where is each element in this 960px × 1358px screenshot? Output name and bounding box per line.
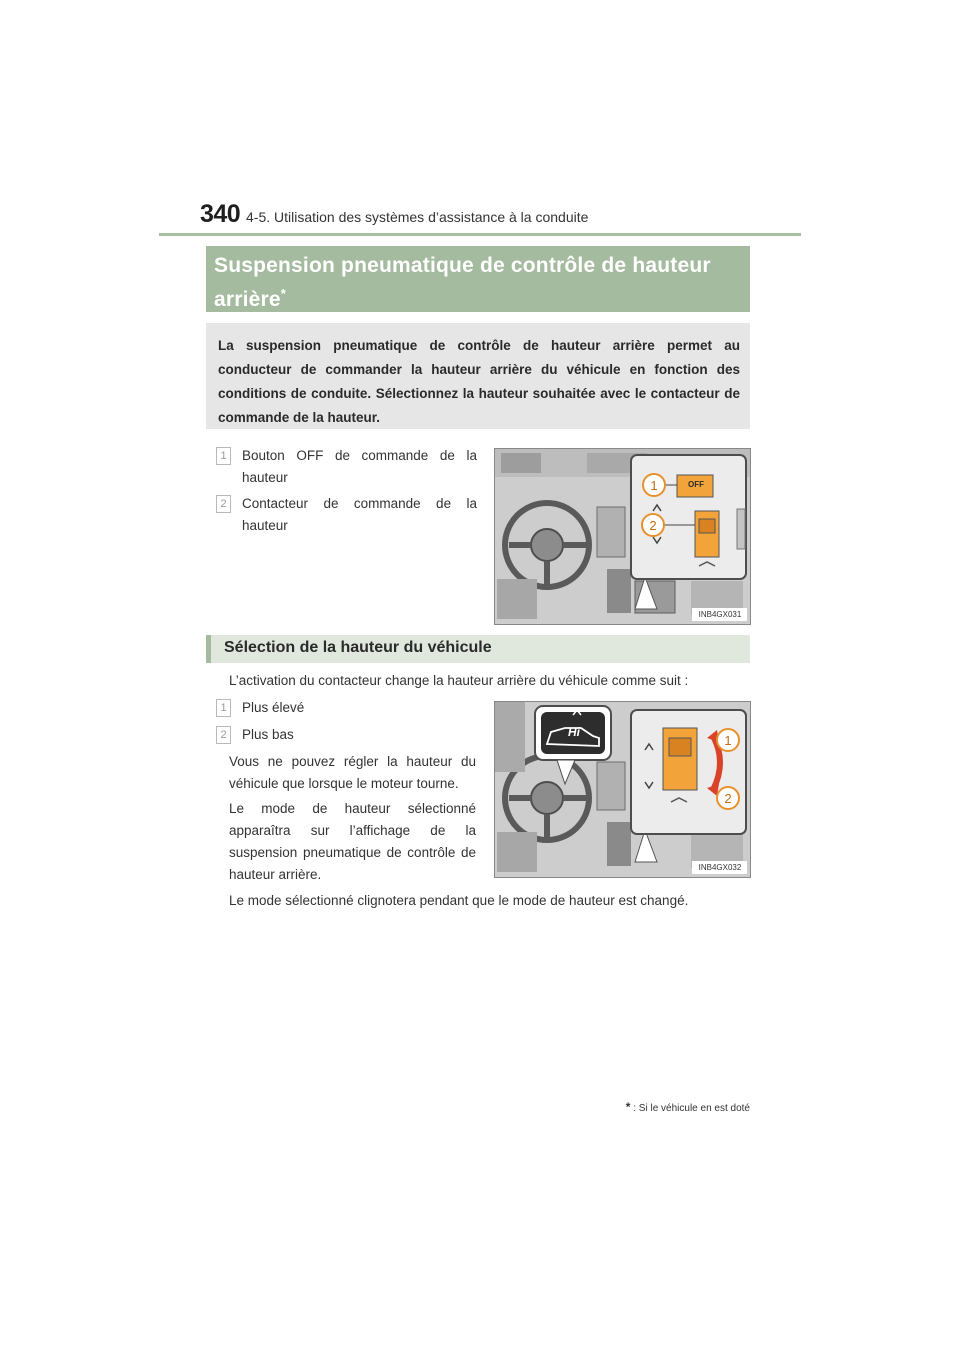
item-number-badge: 1 — [216, 447, 231, 465]
figure-callout-number: 2 — [649, 518, 657, 533]
height-option-text: Plus bas — [242, 727, 294, 742]
title-footnote-marker: * — [280, 286, 287, 301]
section-title: Sélection de la hauteur du véhicule — [224, 639, 492, 656]
height-option-text: Plus élevé — [242, 700, 305, 715]
height-switch-illustration — [495, 702, 750, 877]
blink-note-text: Le mode sélectionné clignotera pendant que le mode de hauteur est changé. — [229, 893, 689, 908]
header-divider — [159, 233, 801, 236]
section-accent — [206, 635, 211, 663]
figure-code: INB4GX032 — [698, 863, 742, 872]
footnote — [600, 1100, 750, 1114]
figure-height-switch-location — [494, 448, 751, 625]
display-height-label: Hi — [568, 725, 580, 739]
component-item-text: Contacteur de commande de la hauteur — [242, 496, 477, 533]
figure-code: INB4GX031 — [698, 610, 742, 619]
intro-text: La suspension pneumatique de contrôle de hauteur arrière permet au conducteur de commander la hauteur arrière du véhicule en fonction des conditions de conduite. Sélectionnez la hauteur souhaitée avec le contacteur de commande de la hauteur. — [218, 338, 740, 425]
item-number-badge: 2 — [216, 726, 231, 744]
figure-callout-number: 2 — [724, 791, 732, 806]
item-number-badge: 1 — [216, 699, 231, 717]
figure-height-selection — [494, 701, 751, 878]
display-note-text: Le mode de hauteur sélectionné apparaîtra sur l’affichage de la suspension pneumatique de contrôle de hauteur arrière. — [229, 801, 476, 882]
chapter-heading: 4-5. Utilisation des systèmes d’assistance à la conduite — [246, 209, 589, 225]
footnote-star: * — [625, 1100, 631, 1114]
page-title-text: Suspension pneumatique de contrôle de hauteur arrière — [214, 254, 711, 311]
engine-note-text: Vous ne pouvez régler la hauteur du véhicule que lorsque le moteur tourne. — [229, 754, 476, 791]
item-number-badge: 2 — [216, 495, 231, 513]
figure-callout-number: 1 — [650, 478, 658, 493]
component-item-text: Bouton OFF de commande de la hauteur — [242, 448, 477, 485]
off-button-label: OFF — [688, 480, 704, 489]
section-intro-text: L’activation du contacteur change la hauteur arrière du véhicule comme suit : — [229, 673, 689, 688]
page-title — [214, 252, 744, 314]
dashboard-illustration — [495, 449, 750, 624]
page-number: 340 — [200, 200, 241, 228]
footnote-text: : Si le véhicule en est doté — [633, 1103, 750, 1114]
figure-callout-number: 1 — [724, 733, 732, 748]
